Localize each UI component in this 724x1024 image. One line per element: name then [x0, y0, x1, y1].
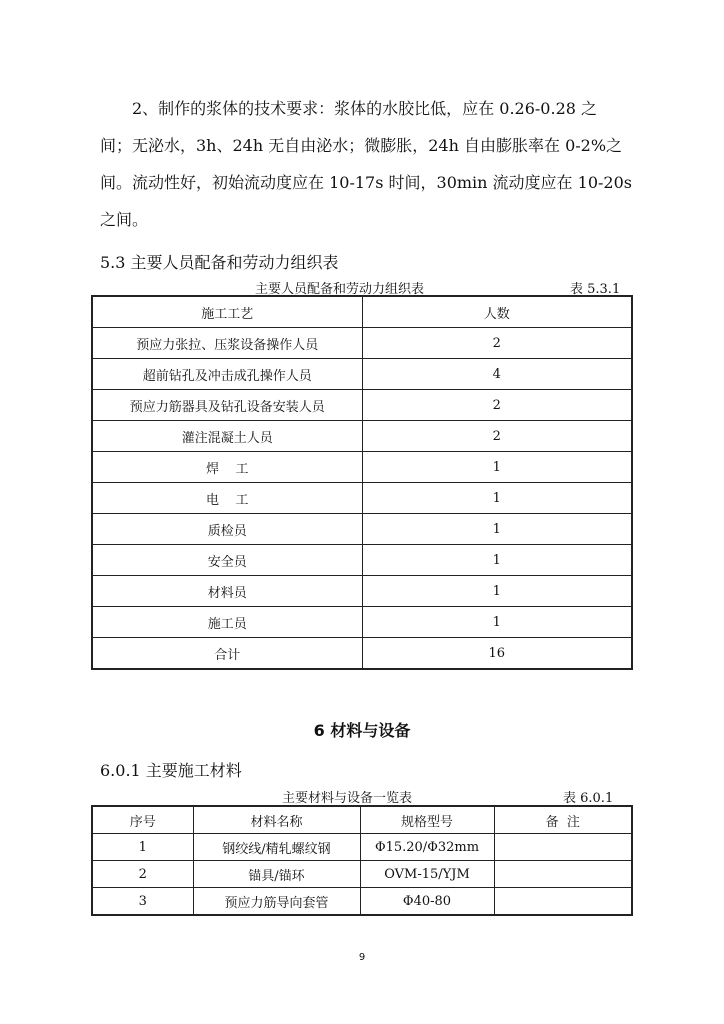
process-cell: 超前钻孔及冲击成孔操作人员	[92, 359, 362, 390]
index-cell: 2	[92, 861, 193, 888]
header-cell-index: 序号	[92, 806, 193, 834]
table-row	[92, 359, 632, 390]
total-value-cell: 16	[362, 638, 632, 670]
count-cell: 1	[362, 514, 632, 545]
table-row	[92, 390, 632, 421]
chapter-title: 6 材料与设备	[313, 721, 411, 740]
note-cell	[494, 861, 632, 888]
note-cell	[494, 834, 632, 861]
spec-cell: Φ15.20/Φ32mm	[360, 834, 494, 861]
table-row	[92, 861, 632, 888]
total-label-cell: 合计	[92, 638, 362, 670]
table-row	[92, 834, 632, 861]
table2-number: 表 6.0.1	[563, 791, 614, 806]
process-cell: 预应力筋器具及钻孔设备安装人员	[92, 390, 362, 421]
count-cell: 1	[362, 545, 632, 576]
material-cell: 预应力筋导向套管	[193, 888, 360, 916]
process-cell: 材料员	[92, 576, 362, 607]
count-cell: 1	[362, 452, 632, 483]
table-row	[92, 514, 632, 545]
table-row	[92, 888, 632, 916]
count-cell: 2	[362, 390, 632, 421]
process-cell: 预应力张拉、压浆设备操作人员	[92, 328, 362, 359]
paragraph-line-2: 间；无泌水，3h、24h 无自由泌水；微膨胀，24h 自由膨胀率在 0-2%之	[100, 136, 623, 155]
header-cell-material: 材料名称	[193, 806, 360, 834]
table-row	[92, 545, 632, 576]
table-row	[92, 483, 632, 514]
process-cell: 电 工	[92, 483, 362, 514]
table1-number: 表 5.3.1	[570, 282, 621, 297]
material-cell: 锚具/锚环	[193, 861, 360, 888]
table-header-row	[92, 296, 632, 328]
page-number: 9	[358, 952, 366, 963]
table-row	[92, 452, 632, 483]
process-cell: 焊 工	[92, 452, 362, 483]
materials-table	[91, 805, 633, 916]
table-row	[92, 421, 632, 452]
index-cell: 1	[92, 834, 193, 861]
index-cell: 3	[92, 888, 193, 916]
table2-caption: 主要材料与设备一览表	[282, 791, 413, 806]
note-cell	[494, 888, 632, 916]
spec-cell: Φ40-80	[360, 888, 494, 916]
paragraph-text-1: 2、制作的浆体的技术要求：浆体的水胶比低，应在 0.26-0.28 之	[132, 99, 598, 118]
paragraph-line-3: 间。流动性好，初始流动度应在 10-17s 时间，30min 流动度应在 10-20s	[100, 173, 632, 192]
count-cell: 4	[362, 359, 632, 390]
section-heading-5-3: 5.3 主要人员配备和劳动力组织表	[100, 253, 339, 272]
table-header-row	[92, 806, 632, 834]
table-row	[92, 328, 632, 359]
header-cell-note: 备 注	[494, 806, 632, 834]
process-cell: 施工员	[92, 607, 362, 638]
count-cell: 1	[362, 607, 632, 638]
paragraph-line-1	[100, 90, 636, 127]
table-row	[92, 576, 632, 607]
staffing-table	[91, 295, 633, 670]
spec-cell: OVM-15/YJM	[360, 861, 494, 888]
table1-caption: 主要人员配备和劳动力组织表	[255, 282, 425, 297]
header-cell-process: 施工工艺	[92, 296, 362, 328]
paragraph-line-4: 之间。	[100, 210, 149, 229]
count-cell: 1	[362, 483, 632, 514]
material-cell: 钢绞线/精轧螺纹钢	[193, 834, 360, 861]
process-cell: 灌注混凝土人员	[92, 421, 362, 452]
count-cell: 2	[362, 328, 632, 359]
process-cell: 质检员	[92, 514, 362, 545]
count-cell: 2	[362, 421, 632, 452]
header-cell-spec: 规格型号	[360, 806, 494, 834]
table-row	[92, 607, 632, 638]
count-cell: 1	[362, 576, 632, 607]
process-cell: 安全员	[92, 545, 362, 576]
section-heading-6-0-1: 6.0.1 主要施工材料	[100, 761, 242, 780]
table-total-row	[92, 638, 632, 670]
header-cell-count: 人数	[362, 296, 632, 328]
